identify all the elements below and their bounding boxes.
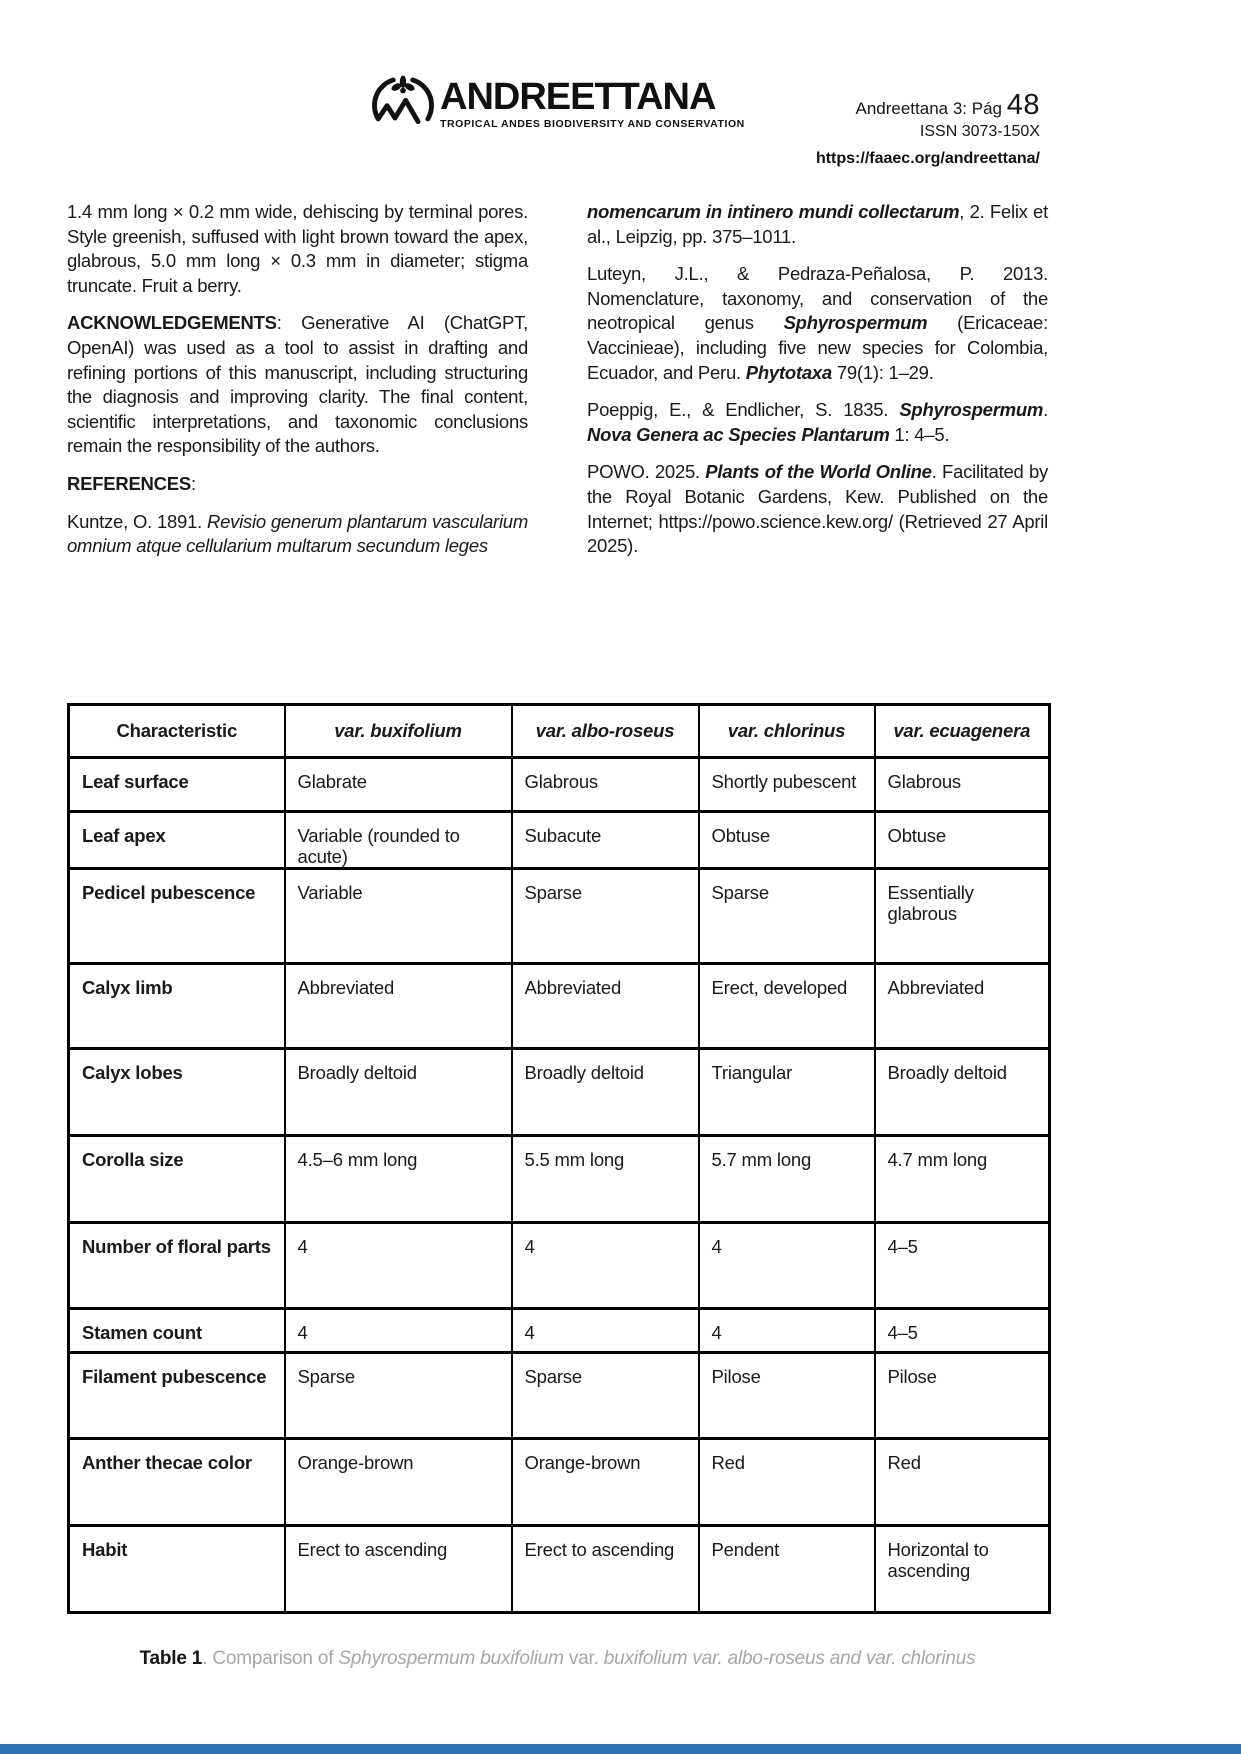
comparison-table xyxy=(67,703,1051,1614)
row-label: Pedicel pubescence xyxy=(82,882,256,904)
table-cell: 4 xyxy=(285,1223,512,1309)
table-row xyxy=(69,1353,1050,1439)
row-label: Stamen count xyxy=(82,1322,202,1344)
journal-logo xyxy=(372,72,745,134)
table-cell: Obtuse xyxy=(699,812,875,869)
table-cell: Glabrate xyxy=(285,758,512,812)
table-caption-text: . Comparison of xyxy=(202,1648,339,1669)
table-cell: 4 xyxy=(699,1223,875,1309)
genus-name-italic: Sphyrospermum xyxy=(783,312,928,334)
table-cell: Erect, developed xyxy=(699,964,875,1049)
table-cell: Variable (rounded to acute) xyxy=(285,812,512,869)
acknowledgements-label: ACKNOWLEDGEMENTS xyxy=(67,312,277,334)
column-header-var-ecuagenera: var. ecuagenera xyxy=(875,705,1050,758)
right-column xyxy=(587,200,1048,572)
reference-luteyn xyxy=(587,262,1048,385)
acknowledgements-paragraph xyxy=(67,311,528,459)
table-cell: Abbreviated xyxy=(285,964,512,1049)
table-cell: Essentially glabrous xyxy=(875,869,1050,964)
row-label: Habit xyxy=(82,1539,128,1561)
table-cell: Abbreviated xyxy=(512,964,699,1049)
table-cell: Broadly deltoid xyxy=(875,1049,1050,1136)
table-cell: 5.5 mm long xyxy=(512,1136,699,1223)
table-cell: Subacute xyxy=(512,812,699,869)
reference-text: , 2. Felix et al., Leipzig, pp. 375–1011. xyxy=(587,201,1048,247)
issn: ISSN 3073-150X xyxy=(919,123,1040,141)
journal-name-italic: Phytotaxa xyxy=(745,361,832,383)
reference-text: Kuntze, O. 1891. xyxy=(67,510,207,532)
table-row xyxy=(69,869,1050,964)
table-cell: Erect to ascending xyxy=(512,1526,699,1613)
table-cell: Variable xyxy=(285,869,512,964)
table-cell: Sparse xyxy=(512,869,699,964)
table-cell: Abbreviated xyxy=(875,964,1050,1049)
reference-kuntze xyxy=(67,510,528,559)
page-number: 48 xyxy=(1006,89,1040,121)
reference-text: (Ericaceae: Vaccinieae), including five new species for Colombia, Ecuador, and Peru. xyxy=(587,312,1048,383)
table-cell: 4–5 xyxy=(875,1309,1050,1353)
references-colon: : xyxy=(190,472,196,494)
reference-poeppig xyxy=(587,398,1048,447)
table-caption-species-italic: Sphyrospermum buxifolium xyxy=(338,1648,564,1669)
row-label: Leaf apex xyxy=(82,825,166,846)
genus-name-italic: Sphyrospermum xyxy=(899,399,1044,421)
table-caption-label: Table 1 xyxy=(139,1648,203,1669)
table-cell: Pilose xyxy=(699,1353,875,1439)
logo-text xyxy=(440,72,745,130)
row-label: Corolla size xyxy=(82,1149,184,1171)
row-label: Anther thecae color xyxy=(82,1452,252,1474)
description-paragraph: 1.4 mm long × 0.2 mm wide, dehiscing by terminal pores. Style greenish, suffused with light brown toward the apex, glabrous, 5.0 mm long × 0.3 mm in diameter; stigma truncate. Fruit a berry. xyxy=(67,201,528,296)
reference-text: Poeppig, E., & Endlicher, S. 1835. xyxy=(587,399,900,421)
table-cell: Horizontal to ascending xyxy=(875,1526,1050,1613)
reference-title-italic: Revisio generum plantarum vascularium omnium atque cellularium multarum secundum leges xyxy=(67,510,529,557)
references-label: REFERENCES xyxy=(67,472,191,494)
row-label: Number of floral parts xyxy=(82,1236,271,1258)
table-cell: 4–5 xyxy=(875,1223,1050,1309)
acknowledgements-text: : Generative AI (ChatGPT, OpenAI) was used as a tool to assist in drafting and refining portions of this manuscript, including structuring the diagnosis and improving clarity. The final content, scientific interpretations, and taxonomic conclusions remain the responsibility of the authors. xyxy=(67,312,528,457)
reference-text: . xyxy=(1043,399,1048,421)
references-heading xyxy=(67,472,528,497)
footer-accent-bar xyxy=(0,1744,1241,1754)
logo-title: ANDREETTANA xyxy=(440,76,716,118)
journal-url-link[interactable]: https://faaec.org/andreettana/ xyxy=(815,150,1040,168)
table-cell: Red xyxy=(875,1439,1050,1526)
table-row xyxy=(69,1223,1050,1309)
table-cell: Sparse xyxy=(699,869,875,964)
table-cell: 4 xyxy=(285,1309,512,1353)
column-header-var-albo-roseus: var. albo-roseus xyxy=(512,705,699,758)
table-cell: Triangular xyxy=(699,1049,875,1136)
table-cell: Orange-brown xyxy=(285,1439,512,1526)
row-label: Calyx limb xyxy=(82,977,173,999)
comparison-table-wrapper xyxy=(67,703,1048,1614)
table-cell: 4.7 mm long xyxy=(875,1136,1050,1223)
reference-text[interactable]: . Facilitated by the Royal Botanic Gardens, Kew. Published on the Internet; https://powo.science.kew.org/ (Retrieved 27 April 2025). xyxy=(587,461,1048,557)
table-cell: Shortly pubescent xyxy=(699,758,875,812)
row-label: Calyx lobes xyxy=(82,1062,183,1084)
reference-title-italic: nomencarum in intinero mundi collectarum xyxy=(587,201,960,222)
issue-label: Andreettana 3: Pág xyxy=(855,99,1002,118)
table-cell: 4.5–6 mm long xyxy=(285,1136,512,1223)
table-row xyxy=(69,1136,1050,1223)
reference-text: 1: 4–5. xyxy=(889,423,950,445)
column-header-var-chlorinus: var. chlorinus xyxy=(699,705,875,758)
table-cell: Orange-brown xyxy=(512,1439,699,1526)
left-column xyxy=(67,200,528,572)
table-caption-varieties-italic: buxifolium var. albo-roseus and var. chlorinus xyxy=(603,1648,976,1669)
table-row xyxy=(69,1309,1050,1353)
table-cell: Erect to ascending xyxy=(285,1526,512,1613)
body-columns xyxy=(67,200,1048,572)
book-title-italic: Nova Genera ac Species Plantarum xyxy=(587,423,890,445)
issue-page-line xyxy=(816,88,1040,122)
table-caption xyxy=(67,1648,1048,1670)
table-row xyxy=(69,812,1050,869)
reference-text: POWO. 2025. xyxy=(587,461,706,483)
table-cell: 4 xyxy=(699,1309,875,1353)
table-cell: Glabrous xyxy=(512,758,699,812)
table-cell: 4 xyxy=(512,1309,699,1353)
row-label: Leaf surface xyxy=(82,771,189,792)
table-cell: Obtuse xyxy=(875,812,1050,869)
table-row xyxy=(69,964,1050,1049)
table-cell: 5.7 mm long xyxy=(699,1136,875,1223)
table-cell: Sparse xyxy=(512,1353,699,1439)
table-cell: Pilose xyxy=(875,1353,1050,1439)
table-row xyxy=(69,1049,1050,1136)
table-cell: Sparse xyxy=(285,1353,512,1439)
table-header-row xyxy=(69,705,1050,758)
header-info xyxy=(816,88,1040,169)
reference-powo xyxy=(587,460,1048,558)
table-cell: Glabrous xyxy=(875,758,1050,812)
comparison-table-body xyxy=(69,758,1050,1613)
table-caption-text: var. xyxy=(563,1648,604,1669)
table-row xyxy=(69,1439,1050,1526)
table-cell: 4 xyxy=(512,1223,699,1309)
mountain-orchid-logo-icon xyxy=(372,72,434,134)
table-row xyxy=(69,758,1050,812)
table-cell: Pendent xyxy=(699,1526,875,1613)
row-label: Filament pubescence xyxy=(82,1366,267,1388)
table-cell: Broadly deltoid xyxy=(512,1049,699,1136)
reference-kuntze-continued xyxy=(587,200,1048,249)
reference-text: Luteyn, J.L., & Pedraza-Peñalosa, P. 2013. Nomenclature, taxonomy, and conservation of the neotropical genus xyxy=(587,263,1048,334)
logo-subtitle: TROPICAL ANDES BIODIVERSITY AND CONSERVATION xyxy=(440,118,745,130)
table-cell: Red xyxy=(699,1439,875,1526)
table-row xyxy=(69,1526,1050,1613)
table-cell: Broadly deltoid xyxy=(285,1049,512,1136)
column-header-var-buxifolium: var. buxifolium xyxy=(285,705,512,758)
column-header-characteristic: Characteristic xyxy=(116,719,238,741)
reference-text: 79(1): 1–29. xyxy=(831,361,934,383)
website-title-italic: Plants of the World Online xyxy=(705,461,932,483)
